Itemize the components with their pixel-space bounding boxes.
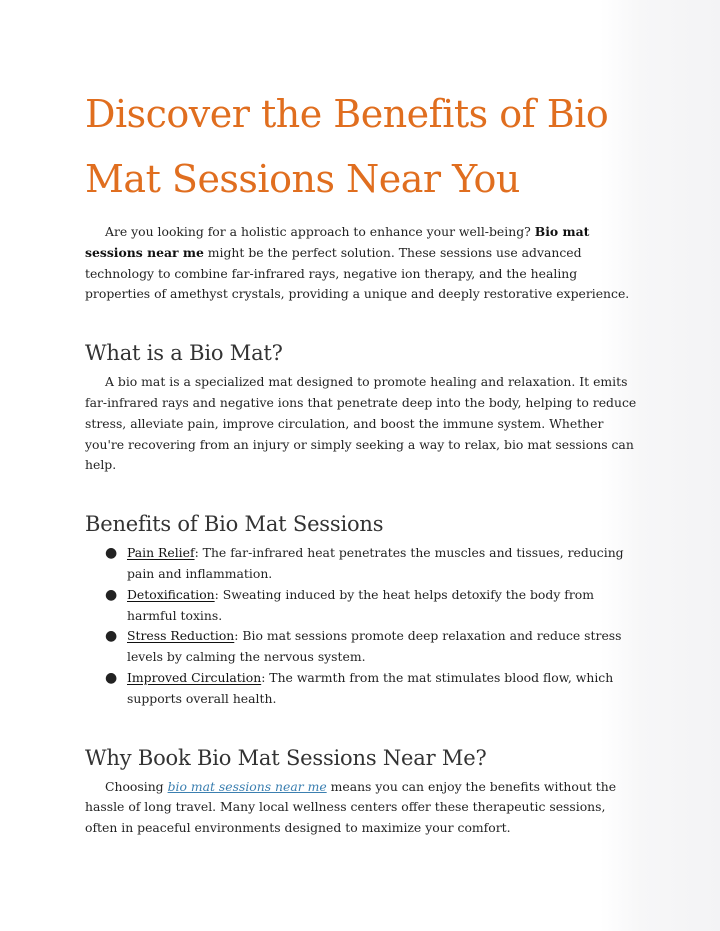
benefit-text: : The far-infrared heat penetrates the muscles and tissues, reducing pain and inflammation. — [127, 545, 624, 581]
document-content — [85, 82, 640, 839]
benefits-list — [85, 543, 640, 709]
section-heading-why-book: Why Book Bio Mat Sessions Near Me? — [85, 745, 487, 770]
bullet-icon: ● — [105, 586, 118, 603]
section-body-what-is: A bio mat is a specialized mat designed to promote healing and relaxation. It emits far-infrared rays and negative ions that penetrate deep into the body, helping to reduce stress, alleviate pain, improve circulation, and boost the immune system. Whether you're recovering from an injury or simply seeking a way to relax, bio mat sessions can help. — [85, 374, 637, 473]
intro-bold-2: sessions near me — [85, 244, 204, 260]
intro-paragraph — [85, 222, 640, 305]
list-item — [85, 626, 640, 668]
list-item — [85, 543, 640, 585]
bullet-icon: ● — [105, 628, 118, 645]
section-heading-benefits: Benefits of Bio Mat Sessions — [85, 512, 384, 537]
why-book-suffix: means you can enjoy the benefits without the hassle of long travel. Many local wellness centers offer these therapeutic sessions, often in peaceful environments designed to maximize your comfort. — [85, 778, 617, 836]
title-line-2: Mat Sessions Near You — [85, 157, 520, 201]
intro-prefix: Are you looking for a holistic approach to enhance your well-being? — [105, 224, 535, 239]
bullet-icon: ● — [105, 545, 118, 562]
page-title — [85, 82, 640, 212]
benefit-term: Pain Relief — [127, 545, 195, 561]
benefit-text: : Sweating induced by the heat helps detoxify the body from harmful toxins. — [127, 586, 594, 623]
benefit-text: : Bio mat sessions promote deep relaxation and reduce stress levels by calming the nervous system. — [127, 628, 622, 665]
intro-suffix: might be the perfect solution. These sessions use advanced technology to combine far-infrared rays, negative ion therapy, and the healing properties of amethyst crystals, providing a unique and deeply restorative experience. — [85, 244, 630, 302]
bio-mat-sessions-link[interactable]: bio mat sessions near me — [167, 778, 327, 794]
benefit-term: Stress Reduction — [127, 628, 235, 644]
list-item — [85, 585, 640, 627]
benefit-term: Detoxification — [127, 586, 215, 602]
benefit-term: Improved Circulation — [127, 669, 262, 685]
title-line-1: Discover the Benefits of Bio — [85, 92, 609, 136]
benefit-text: : The warmth from the mat stimulates blood flow, which supports overall health. — [127, 669, 614, 706]
section-heading-what-is: What is a Bio Mat? — [85, 341, 283, 366]
list-item — [85, 668, 640, 710]
intro-bold-1: Bio mat — [534, 224, 590, 239]
section-body-why-book — [85, 777, 640, 839]
why-book-prefix: Choosing — [105, 778, 168, 794]
bullet-icon: ● — [105, 669, 118, 686]
